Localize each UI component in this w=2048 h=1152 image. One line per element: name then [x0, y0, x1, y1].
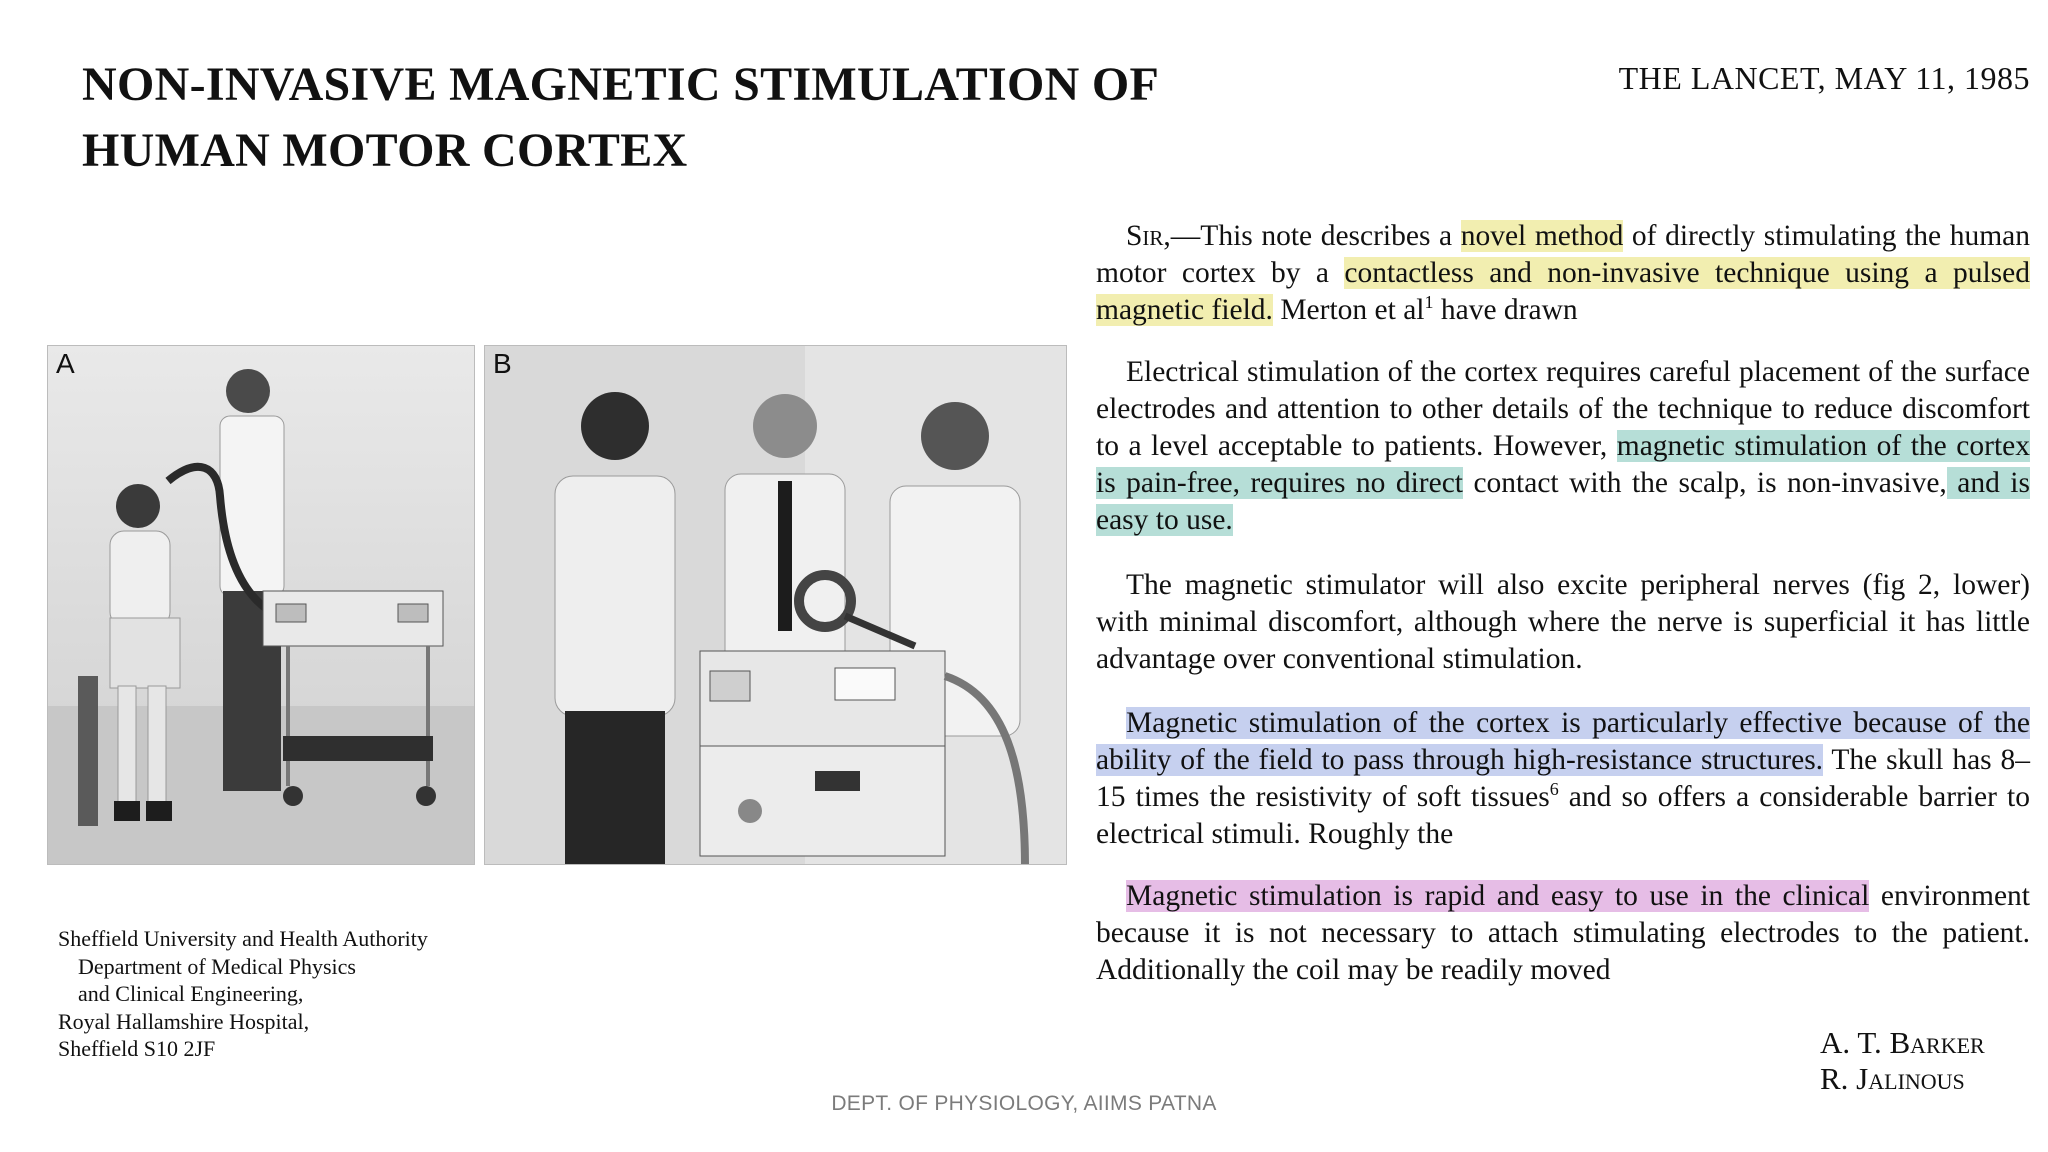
para1-text-2: of directly stimulating the human motor cortex by a — [1096, 220, 2030, 289]
para5-text-1: environment because it is not necessary to attach stimulating electrodes to the patient. Additionally the coil may be readily moved — [1096, 880, 2030, 986]
photo-b-illustration — [485, 346, 1067, 865]
para1-text-1: ,—This note describes a — [1163, 220, 1461, 252]
affiliation-line-4: Royal Hallamshire Hospital, — [58, 1008, 310, 1034]
authors — [1820, 1025, 1985, 1097]
para1-text-3: Merton et al — [1272, 294, 1425, 326]
affiliation-line-3: and Clinical Engineering, — [78, 981, 304, 1006]
panel-a-label: A — [56, 348, 75, 379]
journal-citation: THE LANCET, MAY 11, 1985 — [1618, 60, 2030, 96]
paragraph-intro — [1096, 218, 2030, 329]
paragraph-peripheral-nerves — [1096, 567, 2030, 678]
affiliation-line-5: Sheffield S10 2JF — [58, 1036, 216, 1061]
para1-text-4: have drawn — [1433, 294, 1578, 326]
affiliation-line-1: Sheffield University and Health Authority — [58, 926, 428, 951]
para3-text: The magnetic stimulator will also excite peripheral nerves (fig 2, lower) with minimal discomfort, although where the nerve is superficial it has little advantage over conventional stimulation. — [1096, 569, 2030, 675]
highlight-rapid-easy: Magnetic stimulation is rapid and easy to use in the clinical — [1126, 880, 1870, 912]
highlight-pain-free: magnetic stimulation of the cortex is pain-free, requires no direct — [1096, 430, 2030, 499]
highlight-contactless-technique: contactless and non-invasive technique using a pulsed magnetic field. — [1096, 257, 2030, 326]
author-affiliation — [58, 925, 498, 1063]
affiliation-line-2: Department of Medical Physics — [78, 953, 356, 979]
reference-6: 6 — [1549, 779, 1559, 800]
reference-1: 1 — [1424, 292, 1434, 313]
panel-b-label: B — [493, 348, 512, 379]
paragraph-high-resistance — [1096, 705, 2030, 853]
highlight-novel-method: novel method — [1460, 220, 1624, 252]
highlight-effective-stimulation: Magnetic stimulation of the cortex is particularly effective because of the ability of the field to pass through high-resistance structures. — [1096, 707, 2030, 776]
author-jalinous: R. Jalinous — [1820, 1061, 1965, 1096]
slide-footer: DEPT. OF PHYSIOLOGY, AIIMS PATNA — [831, 1092, 1217, 1115]
photo-a-illustration — [48, 346, 475, 865]
title-line-2: HUMAN MOTOR CORTEX — [82, 124, 688, 177]
article-title — [82, 52, 1312, 184]
para2-text-1: Electrical stimulation of the cortex requires careful placement of the surface electrodes and attention to other details of the technique to reduce discomfort to a level acceptable to patients. However, — [1096, 356, 2030, 462]
paragraph-clinical-use — [1096, 878, 2030, 989]
para2-text-2: contact with the scalp, is non-invasive, — [1462, 467, 1947, 499]
salutation: Sir — [1126, 220, 1164, 252]
photo-panel-a — [47, 345, 475, 865]
highlight-easy-to-use: and is easy to use. — [1096, 467, 2030, 536]
para4-text-2: and so offers a considerable barrier to electrical stimuli. Roughly the — [1096, 781, 2030, 850]
paragraph-electrical-stimulation — [1096, 354, 2030, 539]
para4-text-1: The skull has 8–15 times the resistivity of soft tissues — [1096, 744, 2030, 813]
title-line-1: NON-INVASIVE MAGNETIC STIMULATION OF — [82, 58, 1160, 111]
photo-panel-b — [484, 345, 1067, 865]
author-barker: A. T. Barker — [1820, 1025, 1985, 1060]
